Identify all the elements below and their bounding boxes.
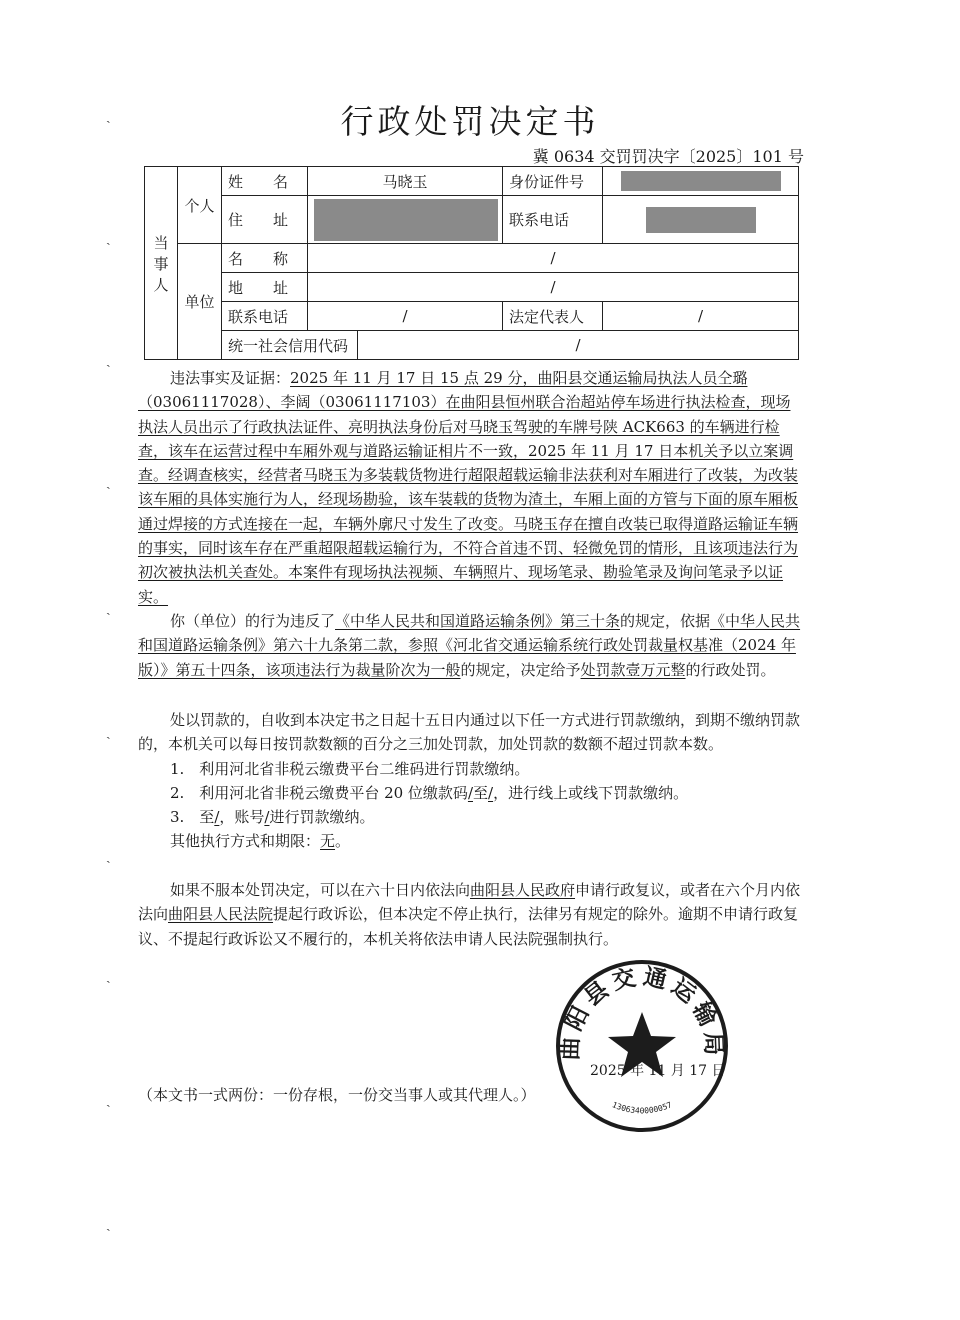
scan-mark: ˎ xyxy=(106,108,111,124)
official-seal xyxy=(554,958,730,1134)
appeal-section xyxy=(138,878,802,951)
appeal-text: 如果不服本处罚决定，可以在六十日内依法向 xyxy=(170,881,471,899)
scan-mark: ˎ xyxy=(106,230,111,246)
scan-mark: ˎ xyxy=(106,474,111,490)
payment-item-1: 1. 利用河北省非税云缴费平台二维码进行罚款缴纳。 xyxy=(170,759,530,778)
phone-value-redacted xyxy=(603,196,799,244)
decision-section xyxy=(138,609,802,682)
document-number: 冀 0634 交罚罚决字〔2025〕101 号 xyxy=(532,147,804,166)
facts-label: 违法事实及证据： xyxy=(170,369,291,387)
scan-mark: ˎ xyxy=(106,968,111,984)
scan-mark: ˎ xyxy=(106,848,111,864)
unit-phone-value: / xyxy=(308,302,503,331)
name-value: 马晓玉 xyxy=(308,167,503,196)
address-value-redacted xyxy=(308,196,503,244)
review-authority: 曲阳县人民政府 xyxy=(470,881,576,899)
document-title: 行政处罚决定书 xyxy=(340,102,600,141)
party-info-table xyxy=(144,166,799,360)
svg-text:1306340000057 xyxy=(611,1100,674,1115)
scan-mark: ˎ xyxy=(106,352,111,368)
violated-provision: 《中华人民共和国道路运输条例》第三十条 xyxy=(335,612,621,630)
decision-text: 你（单位）的行为违反了 xyxy=(170,612,336,630)
decision-date: 2025 年 11 月 17 日 xyxy=(590,1063,726,1079)
other-execution: 其他执行方式和期限：无。 xyxy=(170,832,351,851)
unit-address-label: 地 址 xyxy=(222,273,308,302)
credit-code-value: / xyxy=(358,331,799,360)
unit-address-value: / xyxy=(308,273,799,302)
party-label: 当事人 xyxy=(145,167,178,360)
scan-mark: ˎ xyxy=(106,1216,111,1232)
id-value-redacted xyxy=(603,167,799,196)
unit-name-label: 名 称 xyxy=(222,244,308,273)
individual-label: 个人 xyxy=(178,167,222,244)
phone-label: 联系电话 xyxy=(503,196,603,244)
decision-text: 的行政处罚。 xyxy=(685,660,776,679)
payment-intro: 处以罚款的，自收到本决定书之日起十五日内通过以下任一方式进行罚款缴纳，到期不缴纳罚款的，本机关可以每日按罚款数额的百分之三加处罚款，加处罚款的数额不超过罚款本数。 xyxy=(138,711,801,754)
penalty: 处罚款壹万元整 xyxy=(580,660,686,679)
name-label: 姓 名 xyxy=(222,167,308,196)
facts-text: 2025 年 11 月 17 日 15 点 29 分，曲阳县交通运输局执法人员仝璐（03061117028）、李阔（03061117103）在曲阳县恒州联合治超站停车场进行执法检查，现场执法人员出示了行政执法证件、亮明执法身份后对马晓玉驾驶的车牌号陕 ACK663 的车辆进行检查，该车在运营过程中车厢外观与道路运输证相片不一致，2025 年 11 月 17 日本机关予以立案调查。经调查核实，经营者马晓玉为多装载货物进行超限超载运输非法获利对车厢进行了改装，为改装该车厢的具体实施行为人，经现场勘验，该车装载的货物为渣土，车厢上面的方管与下面的原车厢板通过焊接的方式连接在一起，车辆外廓尺寸发生了改变。马晓玉存在擅自改装已取得道路运输证车辆的事实，同时该车存在严重超限超载运输行为，不符合首违不罚、轻微免罚的情形，且该项违法行为初次被执法机关查处。本案件有现场执法视频、车辆照片、现场笔录、勘验笔录及询问笔录予以证实。 xyxy=(138,369,799,606)
seal-code: 1306340000057 xyxy=(610,1100,674,1116)
footer-note: （本文书一式两份：一份存根，一份交当事人或其代理人。） xyxy=(138,1086,536,1104)
unit-name-value: / xyxy=(308,244,799,273)
facts-section xyxy=(138,366,802,609)
id-label: 身份证件号 xyxy=(503,167,603,196)
legal-basis: 《中华人民共和国道路运输条例》第六十九条第二款，参照《河北省交通运输系统行政处罚裁量权基准（2024 年版）》第五十四条，该项违法行为裁量阶次为一般 xyxy=(138,612,801,679)
payment-section xyxy=(138,708,802,854)
scan-mark: ˎ xyxy=(106,600,111,616)
scan-mark: ˎ xyxy=(106,724,111,740)
litigation-court: 曲阳县人民法院 xyxy=(168,905,274,924)
scan-mark: ˎ xyxy=(106,1092,111,1108)
appeal-text: 提起行政诉讼，但本决定不停止执行，法律另有规定的除外。逾期不申请行政复议、不提起行政诉讼又不履行的，本机关将依法申请人民法院强制执行。 xyxy=(138,905,799,948)
seal-text: 曲阳县交通运输局 xyxy=(557,963,727,1061)
address-label: 住 址 xyxy=(222,196,308,244)
payment-item-3: 3. 至/，账号/进行罚款缴纳。 xyxy=(170,808,375,827)
decision-text: 的规定，依据 xyxy=(620,612,711,630)
credit-code-label: 统一社会信用代码 xyxy=(222,331,358,360)
legal-rep-value: / xyxy=(603,302,799,331)
unit-phone-label: 联系电话 xyxy=(222,302,308,331)
legal-rep-label: 法定代表人 xyxy=(503,302,603,331)
payment-item-2: 2. 利用河北省非税云缴费平台 20 位缴款码/至/，进行线上或线下罚款缴纳。 xyxy=(170,783,689,802)
decision-text: 的规定，决定给予 xyxy=(460,660,581,679)
unit-label: 单位 xyxy=(178,244,222,360)
appeal-text: 申请行政复议，或者在六个月内依法向 xyxy=(138,881,801,924)
